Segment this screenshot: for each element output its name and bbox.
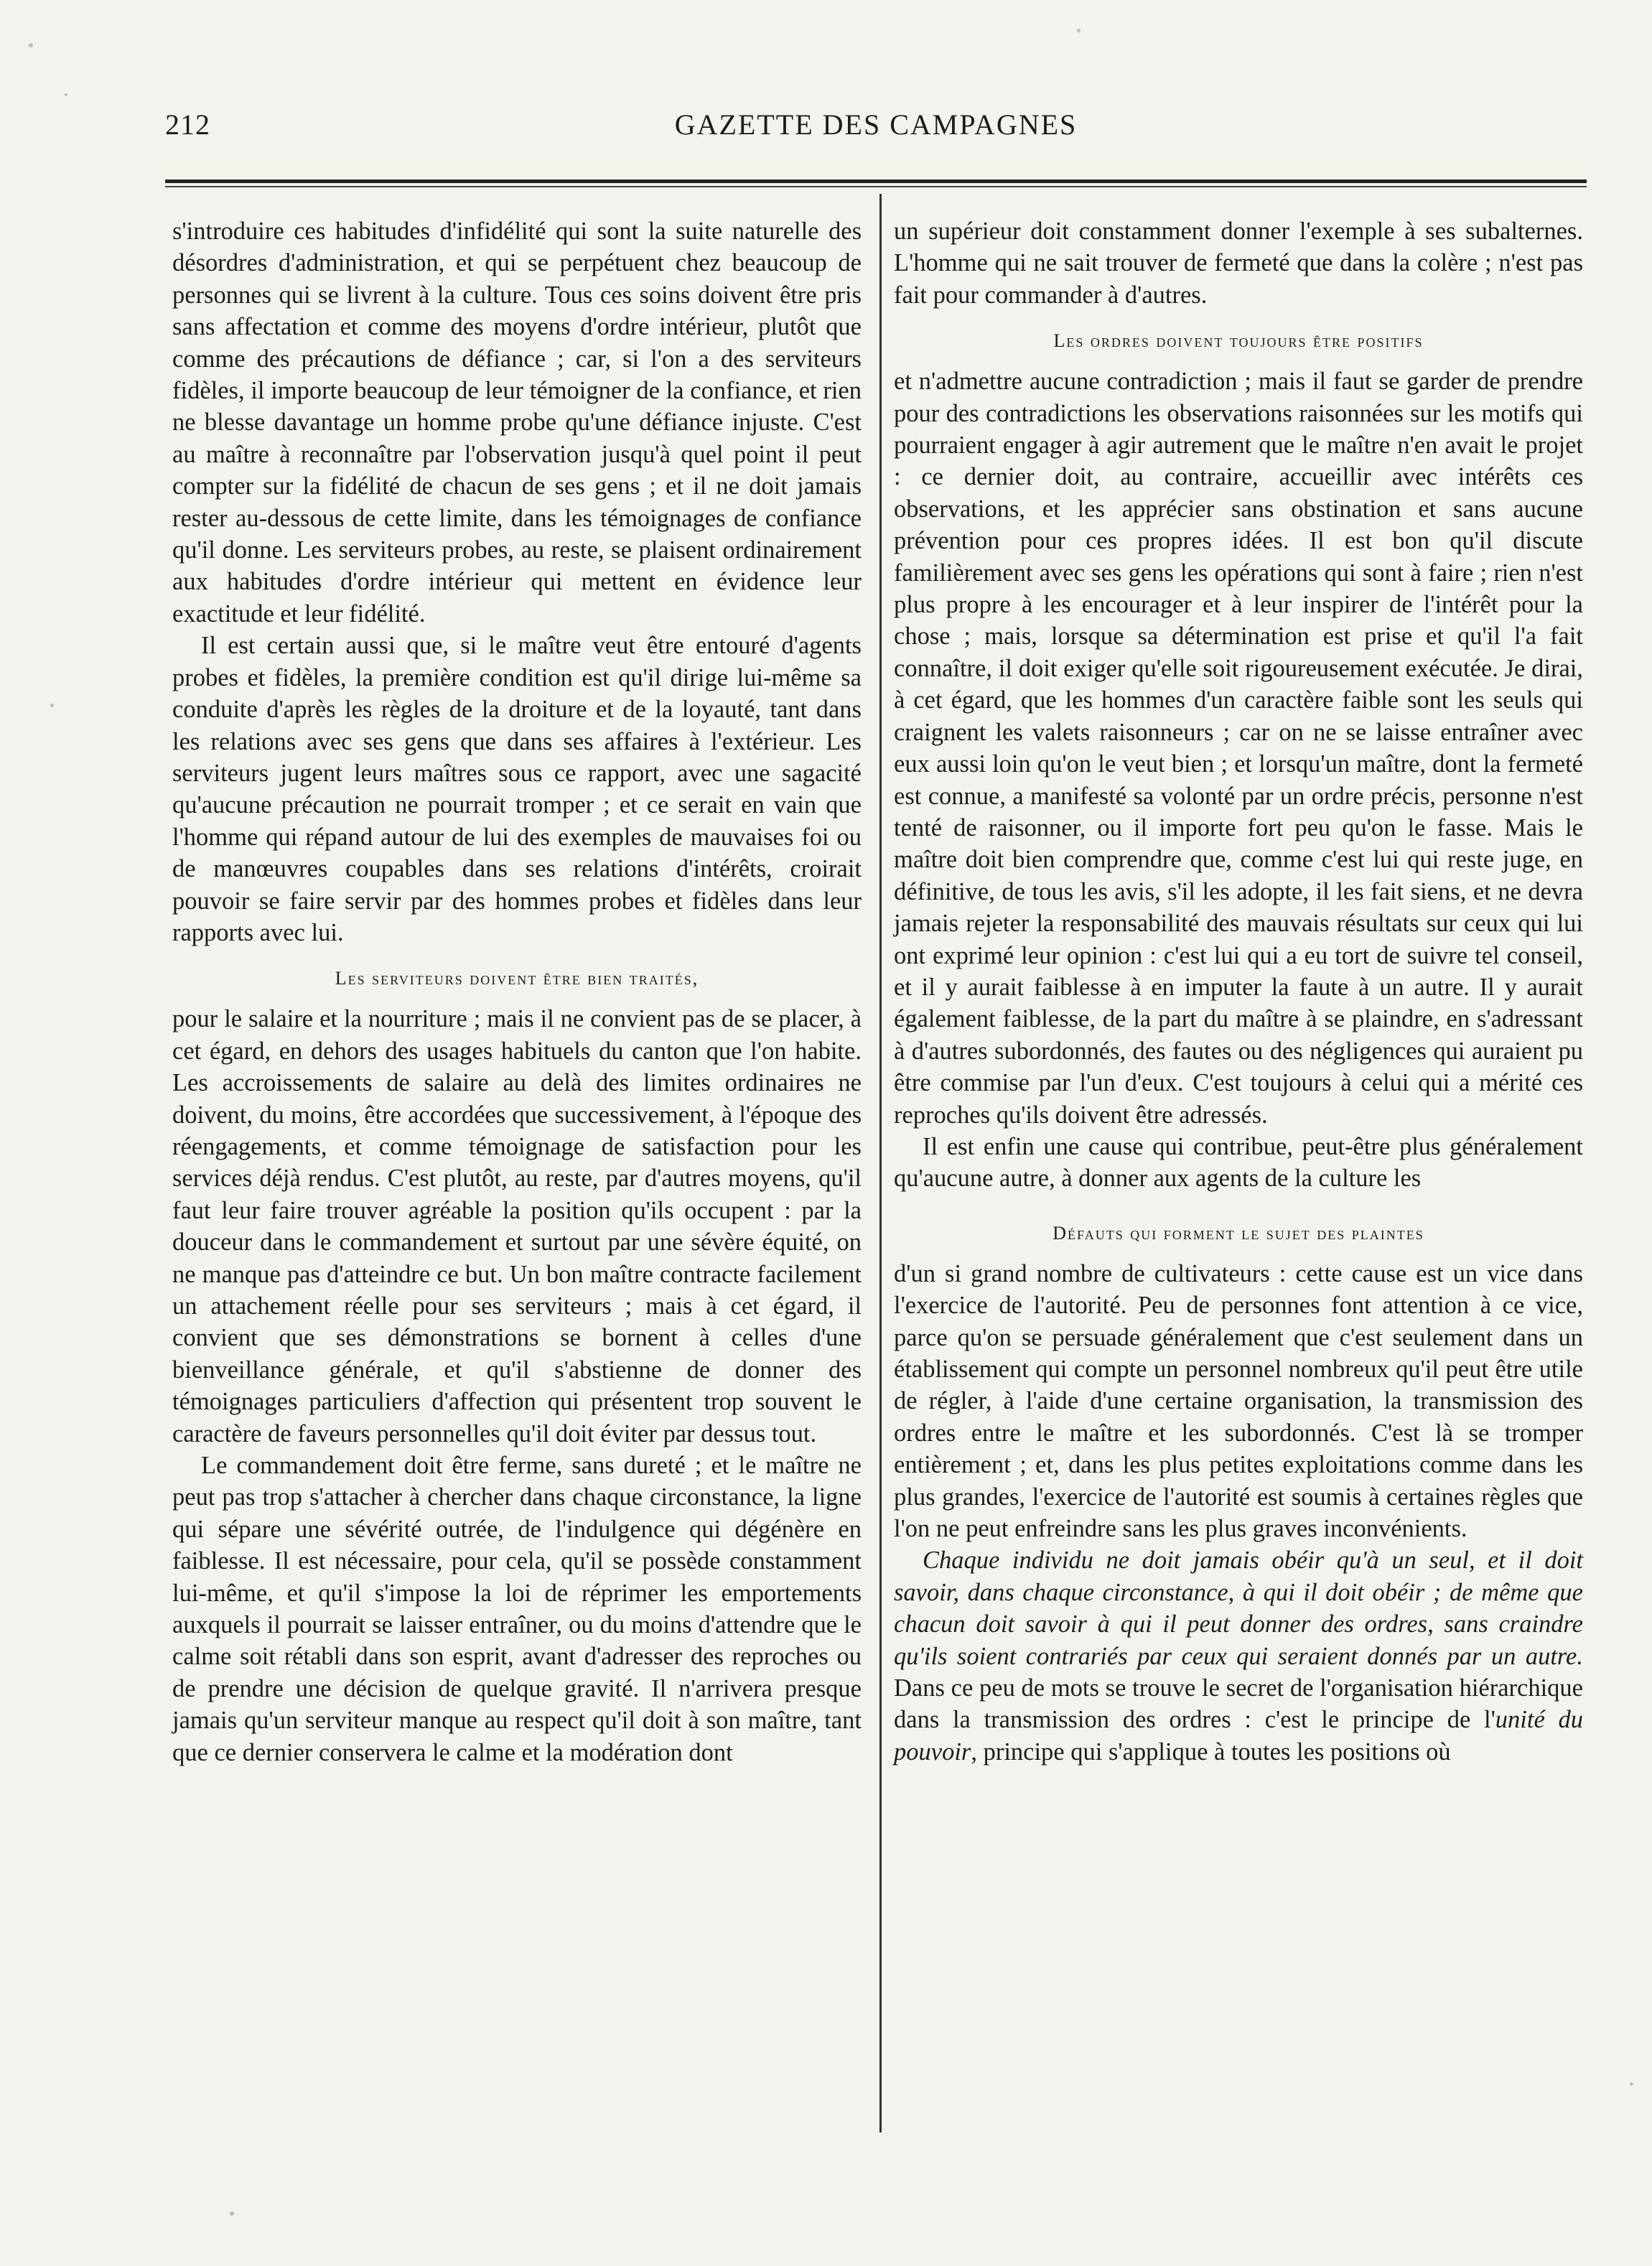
principle-end: , principe qui s'applique à toutes les positions où: [971, 1738, 1451, 1766]
right-column: [894, 215, 1583, 1768]
right-paragraph-3: Il est enfin une cause qui contribue, peut-être plus généralement qu'aucune autre, à donner aux agents de la culture les: [894, 1132, 1583, 1193]
left-paragraph-4: Le commandement doit être ferme, sans dureté ; et le maître ne peut pas trop s'attacher à chercher dans chaque circonstance, la ligne qui sépare une sévérité outrée, de l'indulgence qui dégénère en faiblesse. Il est nécessaire, pour cela, qu'il se possède constamment lui-même, et qu'il s'impose la loi de réprimer les emportements auxquels il pourrait se laisser entraîner, ou du moins d'attendre que le calme soit rétabli dans son esprit, avant d'adresser des reproches ou de prendre une décision de quelque gravité. Il n'arrivera presque jamais qu'un serviteur manque au respect qu'il doit à son maître, tant que ce dernier conservera le calme et la modération dont: [172, 1452, 862, 1766]
left-paragraph-1: s'introduire ces habitudes d'infidélité qui sont la suite naturelle des désordres d'administration, et qui se perpétuent chez beaucoup de personnes qui se livrent à la culture. Tous ces soins doivent être pris sans affectation et comme des moyens d'ordre intérieur, plutôt que comme des précautions de défiance ; car, si l'on a des serviteurs fidèles, il importe beaucoup de leur témoigner de la confiance, et rien ne blesse davantage un homme probe qu'une défiance injuste. C'est au maître à reconnaître par l'observation jusqu'à quel point il peut compter sur la fidélité de chacun de ses gens ; et il ne doit jamais rester au-dessous de cette limite, dans les témoignages de confiance qu'il donne. Les serviteurs probes, au reste, se plaisent ordinairement aux habitudes d'ordre intérieur qui mettent en évidence leur exactitude et leur fidélité.: [172, 218, 862, 628]
principle-continuation: Dans ce peu de mots se trouve le secret de l'organisation hiérarchique dans la transmission des ordres : c'est le principe de l': [894, 1674, 1583, 1734]
right-section-heading-1: Les ordres doivent toujours être positifs: [1053, 330, 1424, 352]
scan-speck: [1630, 2082, 1633, 2086]
page-header: [165, 108, 1587, 151]
right-paragraph-2: et n'admettre aucune contradiction ; mais il faut se garder de prendre pour des contradictions les observations raisonnées sur les motifs qui pourraient engager à agir autrement que le maître n'en avait le projet : ce dernier doit, au contraire, accueillir avec intérêts ces observations, et les apprécier sans obstination et sans aucune prévention pour ces propres idées. Il est bon qu'il discute familièrement avec ses gens les opérations qui sont à faire ; rien n'est plus propre à les encourager et à leur inspirer de l'intérêt pour la chose ; mais, lorsque sa détermination est prise et qu'il l'a fait connaître, il doit exiger qu'elle soit rigoureusement exécutée. Je dirai, à cet égard, que les hommes d'un caractère faible sont les seuls qui craignent les valets raisonneurs ; car on ne se laisse entraîner avec eux aussi loin qu'on le veut bien ; et lorsqu'un maître, dont la fermeté est connue, a manifesté sa volonté par un ordre précis, personne n'est tenté de raisonner, ou il importe fort peu qu'on le fasse. Mais le maître doit bien comprendre que, comme c'est lui qui reste juge, en définitive, de tous les avis, s'il les adopte, il les fait siens, et ne devra jamais rejeter la responsabilité des mauvais résultats sur ceux qui lui ont exprimé leur opinion : c'est lui qui a eu tort de suivre tel conseil, et il y aurait faiblesse à en imputer la faute à un autre. Il y aurait également faiblesse, de la part du maître à se plaindre, en s'adressant à d'autres subordonnés, des fautes ou des négligences qui auraient pu être commise par l'un d'eux. C'est toujours à celui qui a mérité ces reproches qu'ils doivent être adressés.: [894, 368, 1583, 1129]
left-column: [172, 215, 862, 1768]
right-paragraph-4: d'un si grand nombre de cultivateurs : cette cause est un vice dans l'exercice de l'autorité. Peu de personnes font attention à ce vice, parce qu'on se persuade généralement que c'est seulement dans un établissement qui compte un personnel nombreux qu'il peut être utile de régler, à l'aide d'une certaine organisation, la transmission des ordres entre le maître et les subordonnés. C'est là se tromper entièrement ; et, dans les plus petites exploitations comme dans les plus grandes, l'exercice de l'autorité est soumis à certaines règles que l'on ne peut enfreindre sans les plus graves inconvénients.: [894, 1259, 1583, 1543]
left-paragraph-2: Il est certain aussi que, si le maître veut être entouré d'agents probes et fidèles, la première condition est qu'il dirige lui-même sa conduite d'après les règles de la droiture et de la loyauté, tant dans les relations avec ses gens que dans ses affaires à l'extérieur. Les serviteurs jugent leurs maîtres sous ce rapport, avec une sagacité qu'aucune précaution ne pourrait tromper ; et ce serait en vain que l'homme qui répand autour de lui des exemples de mauvaises foi ou de manœuvres coupables dans ses relations d'intérêts, croirait pouvoir se faire servir par des hommes probes et fidèles dans leur rapports avec lui.: [172, 632, 862, 946]
italic-unity-of-power: unité du pouvoir: [894, 1706, 1584, 1766]
page-number: 212: [165, 108, 210, 141]
header-rule-thick: [165, 179, 1587, 183]
scan-speck: [230, 2211, 234, 2216]
right-section-heading-2: Défauts qui forment le sujet des plaintes: [1053, 1222, 1424, 1244]
right-paragraph-5: [894, 1544, 1583, 1768]
scan-speck: [1077, 29, 1081, 32]
italic-principle: Chaque individu ne doit jamais obéir qu'à un seul, et il doit savoir, dans chaque circonstance, à qui il doit obéir ; de même que chacun doit savoir à qui il peut donner des ordres, sans craindre qu'ils soient contrariés par ceux qui seraient donnés par un autre.: [894, 1547, 1583, 1670]
scan-speck: [50, 704, 54, 707]
left-section-heading: Les serviteurs doivent être bien traités,: [335, 968, 699, 989]
running-title: GAZETTE DES CAMPAGNES: [674, 108, 1078, 141]
right-paragraph-1: un supérieur doit constamment donner l'exemple à ses subalternes. L'homme qui ne sait trouver de fermeté que dans la colère ; n'est pas fait pour commander à d'autres.: [894, 218, 1583, 309]
column-divider: [879, 194, 882, 2132]
left-paragraph-3: pour le salaire et la nourriture ; mais il ne convient pas de se placer, à cet égard, en dehors des usages habituels du canton que l'on habite. Les accroissements de salaire au delà des limites ordinaires ne doivent, du moins, être accordées que successivement, à l'époque des réengagements, et comme témoignage de satisfaction pour les services déjà rendus. C'est plutôt, au reste, par d'autres moyens, qu'il faut leur faire trouver agréable la position qu'ils occupent : par la douceur dans le commandement et surtout par une sévère équité, on ne manque pas d'atteindre ce but. Un bon maître contracte facilement un attachement réelle pour ses serviteurs ; mais à cet égard, il convient que ses démonstrations se bornent à celles d'une bienveillance générale, et qu'il s'abstienne de donner des témoignages particuliers d'affection qui présentent trop souvent le caractère de faveurs personnelles qu'il doit éviter par dessus tout.: [172, 1005, 862, 1447]
header-rule-thin: [165, 186, 1587, 187]
scan-speck: [29, 43, 33, 47]
scan-speck: [65, 93, 67, 96]
